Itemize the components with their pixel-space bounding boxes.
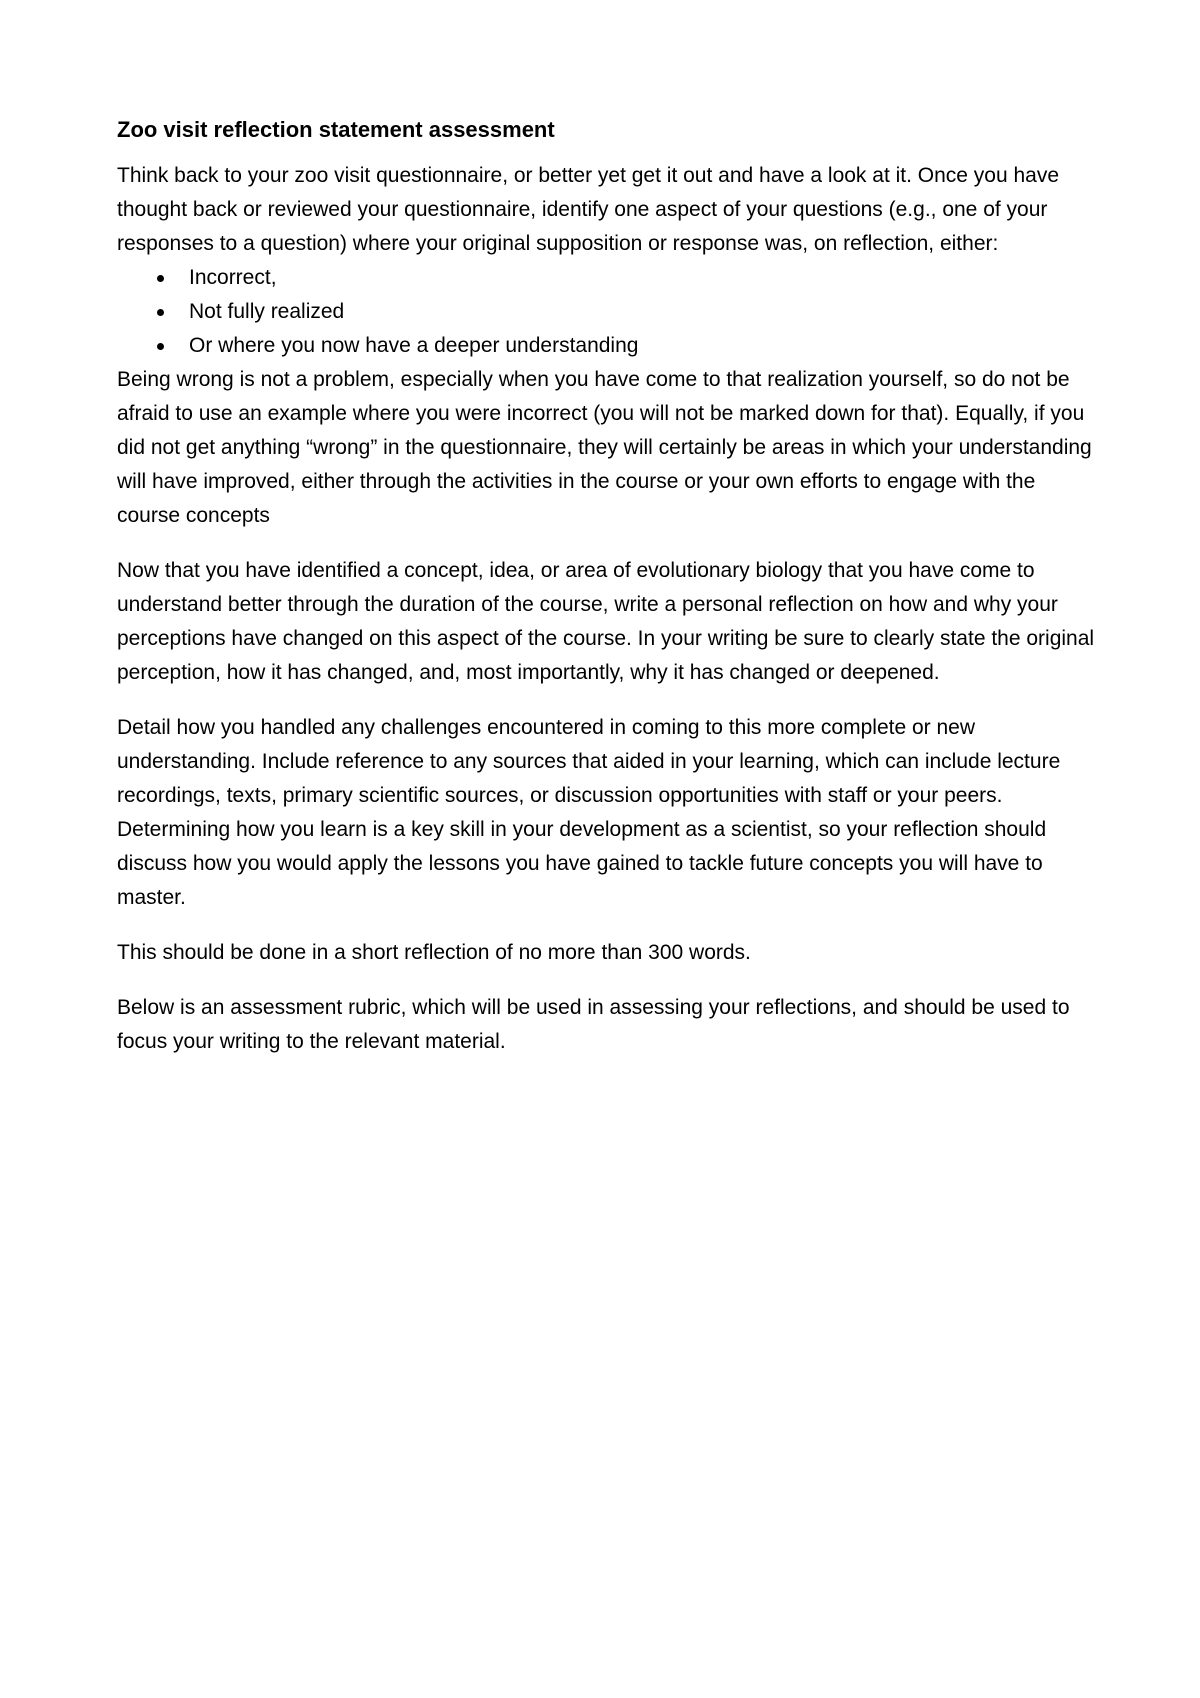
paragraph-challenges: Detail how you handled any challenges encountered in coming to this more complete or new understanding. Include reference to any sources that aided in your learning, which can include lecture recordings, texts, primary scientific sources, or discussion opportunities with staff or your peers. Determining how you learn is a key skill in your development as a scientist, so your reflection should discuss how you would apply the lessons you have gained to tackle future concepts you will have to master.	[117, 716, 1061, 909]
list-item-text: Incorrect,	[189, 266, 277, 289]
bullet-icon	[157, 309, 164, 316]
list-item	[117, 261, 1102, 295]
bullet-icon	[157, 275, 164, 282]
paragraph-word-limit: This should be done in a short reflection of no more than 300 words.	[117, 941, 751, 964]
bullet-list	[117, 261, 1102, 363]
paragraph-rubric-note: Below is an assessment rubric, which will be used in assessing your reflections, and should be used to focus your writing to the relevant material.	[117, 996, 1070, 1053]
list-item-text: Not fully realized	[189, 300, 345, 323]
document-title: Zoo visit reflection statement assessment	[117, 117, 555, 142]
list-item-text: Or where you now have a deeper understanding	[189, 334, 639, 357]
paragraph-after-bullets: Being wrong is not a problem, especially when you have come to that realization yourself, so do not be afraid to use an example where you were incorrect (you will not be marked down for that). Equally, if you did not get anything “wrong” in the questionnaire, they will certainly be areas in which your understanding will have improved, either through the activities in the course or your own efforts to engage with the course concepts	[117, 368, 1092, 527]
list-item	[117, 329, 1102, 363]
document-body	[117, 113, 1102, 1080]
bullet-icon	[157, 343, 164, 350]
paragraph-reflection-task: Now that you have identified a concept, idea, or area of evolutionary biology that you have come to understand better through the duration of the course, write a personal reflection on how and why your perceptions have changed on this aspect of the course. In your writing be sure to clearly state the original perception, how it has changed, and, most importantly, why it has changed or deepened.	[117, 559, 1095, 684]
list-item	[117, 295, 1102, 329]
intro-paragraph: Think back to your zoo visit questionnaire, or better yet get it out and have a look at it. Once you have thought back or reviewed your questionnaire, identify one aspect of your questions (e.g., one of your responses to a question) where your original supposition or response was, on reflection, either:	[117, 164, 1060, 255]
